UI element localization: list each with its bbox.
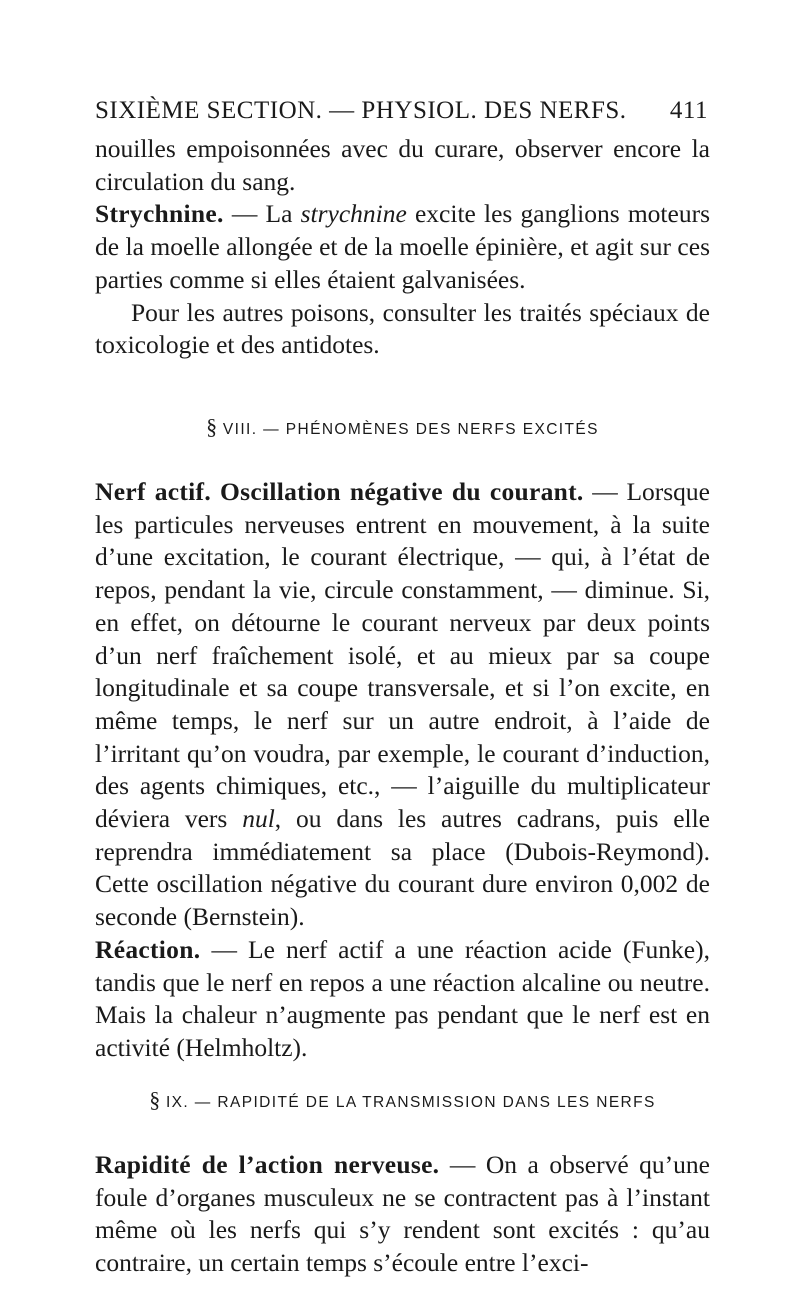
- section-mark: §: [149, 1087, 161, 1112]
- paragraph-other-poisons: Pour les autres poisons, consulter les traités spéciaux de toxicologie et des antidotes.: [95, 297, 710, 360]
- paragraph-oscillation: [95, 476, 710, 934]
- strychnine-italic: strychnine: [300, 199, 407, 229]
- heading-reaction: Réaction.: [95, 934, 201, 964]
- page-number: 411: [669, 97, 708, 124]
- section-title-ix: IX. — RAPIDITÉ DE LA TRANSMISSION DANS LES NERFS: [165, 1094, 656, 1111]
- text-block-nerf-actif: [95, 476, 710, 1065]
- rapidite-text: — On a observé qu’une foule d’organes musculeux ne se contractent pas à l’instant même où les nerfs qui s’y rendent sont excités : qu’au contraire, un certain temps s’écoule entre l’exci-: [95, 1150, 710, 1278]
- paragraph-strychnine: [95, 198, 710, 296]
- paragraph-curare: nouilles empoisonnées avec du curare, observer encore la circulation du sang.: [95, 134, 710, 196]
- running-title: SIXIÈME SECTION. — PHYSIOL. DES NERFS.: [95, 97, 627, 124]
- strychnine-text: excite les ganglions moteurs de la moelle allongée et de la moelle épinière, et agit sur ces parties comme si elles étaient galvanisées.: [95, 199, 710, 294]
- section-title-viii: VIII. — PHÉNOMÈNES DES NERFS EXCITÉS: [222, 421, 599, 438]
- heading-rapidite: Rapidité de l’action nerveuse.: [95, 1150, 440, 1179]
- paragraph-rapidite: [95, 1149, 710, 1280]
- paragraph-reaction: [95, 934, 710, 1065]
- text-block-strychnine: [95, 133, 710, 362]
- oscillation-text-a: — Lorsque les particules nerveuses entrent en mouvement, à la suite d’une excitation, le courant électrique, — qui, à l’état de repos, pendant la vie, circule constamment, — diminue. Si, en effet, on détourne le courant nerveux par deux points d’un nerf fraîchement isolé, et au mieux par sa coupe longitudinale et sa coupe transversale, et si l’on excite, en même temps, le nerf sur un autre endroit, à l’aide de l’irritant qu’on voudra, par exemple, le courant d’induction, des agents chimiques, etc., — l’aiguille du multiplicateur déviera vers: [95, 477, 711, 834]
- heading-strychnine: Strychnine.: [95, 199, 224, 229]
- section-mark: §: [206, 414, 218, 439]
- heading-nerf-actif: Nerf actif. Oscillation négative du courant.: [95, 477, 584, 506]
- oscillation-italic: nul: [242, 804, 275, 834]
- section-heading-viii: [95, 414, 710, 440]
- section-heading-ix: [95, 1087, 710, 1113]
- running-header: [95, 97, 708, 125]
- oscillation-text-b: , ou dans les autres cadrans, puis elle reprendra immédiatement sa place (Dubois-Reymond). Cette oscillation négative du courant dure environ 0,002 de seconde (Bernstein).: [95, 804, 711, 932]
- strychnine-dash: — La: [223, 199, 301, 229]
- reaction-text: — Le nerf actif a une réaction acide (Funke), tandis que le nerf en repos a une réaction alcaline ou neutre. Mais la chaleur n’augmente pas pendant que le nerf est en activité (Helmholtz).: [95, 934, 710, 1062]
- text-block-rapidite: [95, 1149, 710, 1280]
